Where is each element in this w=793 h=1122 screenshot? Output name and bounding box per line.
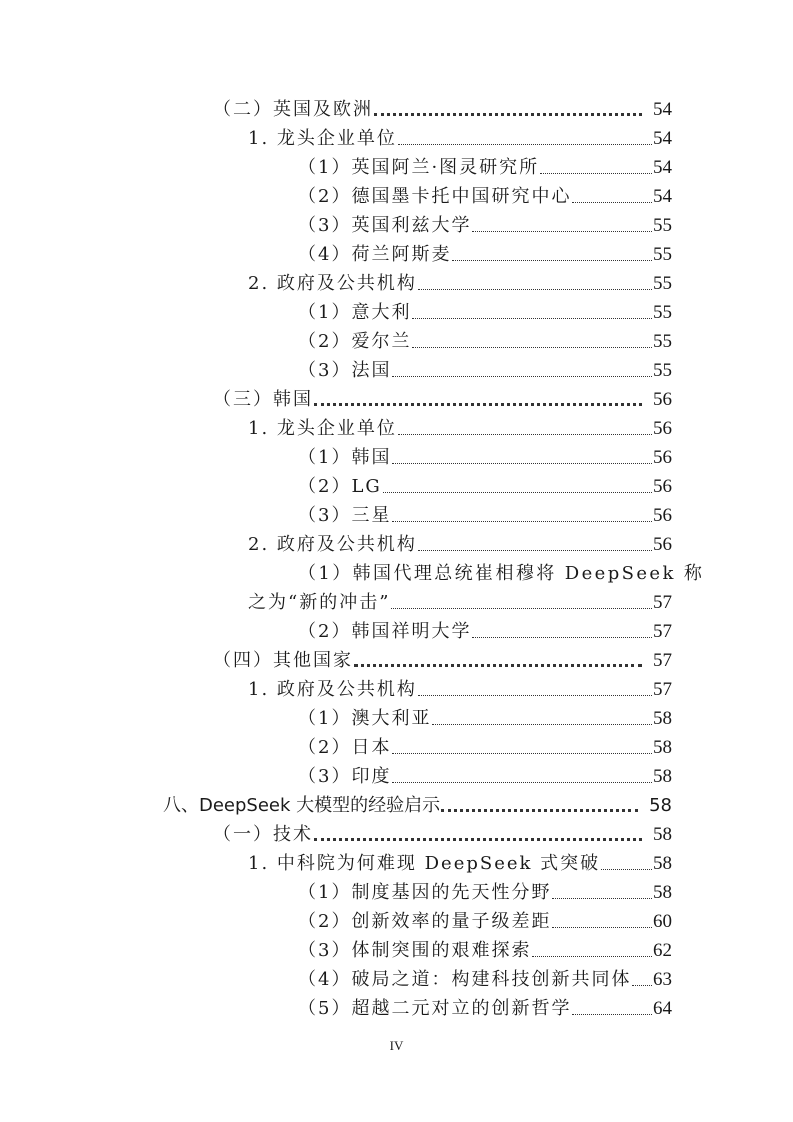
toc-entry-page: 55 [653, 302, 672, 323]
toc-entry[interactable] [298, 994, 672, 1023]
dot-leader [472, 211, 652, 240]
toc-entry[interactable] [248, 675, 672, 704]
toc-entry-page: 60 [653, 911, 672, 932]
toc-entry-page: 58 [653, 882, 672, 903]
dot-leader [391, 588, 652, 617]
toc-entry-chapter[interactable] [163, 791, 672, 820]
dot-leader [472, 617, 652, 646]
toc-entry-label: （四）其他国家 [213, 650, 353, 671]
toc-entry-label: （1）意大利 [298, 302, 412, 323]
toc-entry-label: （1）韩国代理总统崔相穆将 DeepSeek 称 [298, 563, 705, 584]
toc-entry[interactable] [298, 211, 672, 240]
toc-entry-wrapped[interactable] [298, 559, 705, 588]
toc-entry-page: 63 [653, 969, 672, 990]
toc-entry-label: （5）超越二元对立的创新哲学 [298, 998, 572, 1019]
toc-entry-page: 55 [653, 331, 672, 352]
toc-entry-page: 58 [653, 853, 672, 874]
toc-entry-page: 54 [653, 99, 672, 120]
toc-entry-page: 56 [653, 505, 672, 526]
toc-entry-page: 54 [653, 186, 672, 207]
toc-entry-page: 56 [653, 447, 672, 468]
toc-entry[interactable] [298, 298, 672, 327]
toc-entry-page: 64 [653, 998, 672, 1019]
toc-entry[interactable] [298, 762, 672, 791]
toc-entry-page: 55 [653, 244, 672, 265]
dot-leader [432, 704, 652, 733]
dot-leader [601, 849, 652, 878]
toc-entry-label: （2）德国墨卡托中国研究中心 [298, 186, 572, 207]
toc-entry-page: 58 [653, 708, 672, 729]
toc-entry-label: （1）韩国 [298, 447, 392, 468]
dot-leader [374, 95, 642, 124]
toc-entry-label: （2）创新效率的量子级差距 [298, 911, 552, 932]
toc-entry-label: 1. 政府及公共机构 [248, 679, 417, 700]
toc-entry[interactable] [213, 646, 672, 675]
toc-entry-page: 56 [653, 389, 672, 410]
toc-entry-label: （4）荷兰阿斯麦 [298, 244, 452, 265]
toc-entry-label: 1. 龙头企业单位 [248, 418, 397, 439]
toc-entry-page: 56 [653, 534, 672, 555]
page-number: IV [389, 1038, 404, 1053]
toc-entry[interactable] [298, 182, 672, 211]
dot-leader [398, 414, 652, 443]
toc-entry-label: （3）印度 [298, 766, 392, 787]
toc-entry-continuation[interactable] [248, 588, 672, 617]
toc-entry-page: 55 [653, 215, 672, 236]
toc-entry-page: 58 [653, 737, 672, 758]
toc-entry[interactable] [298, 501, 672, 530]
toc-entry-page: 55 [653, 273, 672, 294]
dot-leader [412, 327, 652, 356]
dot-leader [418, 530, 652, 559]
toc-entry-label: 2. 政府及公共机构 [248, 534, 417, 555]
toc-entry-label-continuation: 之为“新的冲击” [248, 592, 391, 613]
toc-entry[interactable] [248, 269, 672, 298]
toc-entry[interactable] [298, 733, 672, 762]
toc-entry-label: （2）韩国祥明大学 [298, 621, 472, 642]
toc-entry[interactable] [298, 965, 672, 994]
toc-entry-page: 57 [653, 592, 672, 613]
toc-entry[interactable] [298, 704, 672, 733]
dot-leader [398, 124, 652, 153]
toc-entry-label: 2. 政府及公共机构 [248, 273, 417, 294]
toc-entry-label: 1. 中科院为何难现 DeepSeek 式突破 [248, 853, 601, 874]
dot-leader [392, 356, 652, 385]
toc-entry-page: 56 [653, 418, 672, 439]
toc-entry-label: （1）英国阿兰·图灵研究所 [298, 157, 540, 178]
toc-entry-label: 1. 龙头企业单位 [248, 128, 397, 149]
dot-leader [392, 733, 652, 762]
dot-leader [552, 907, 652, 936]
toc-entry-label: （3）英国利兹大学 [298, 215, 472, 236]
toc-entry[interactable] [298, 443, 672, 472]
toc-entry-label: （3）法国 [298, 360, 392, 381]
dot-leader [354, 646, 642, 675]
toc-entry[interactable] [248, 414, 672, 443]
toc-entry[interactable] [298, 617, 672, 646]
dot-leader [314, 385, 642, 414]
toc-entry[interactable] [213, 385, 672, 414]
toc-entry-label: 八、DeepSeek 大模型的经验启示 [163, 795, 441, 816]
dot-leader [572, 182, 652, 211]
toc-entry-label: （1）制度基因的先天性分野 [298, 882, 552, 903]
dot-leader [441, 791, 638, 820]
dot-leader [540, 153, 652, 182]
toc-entry-label: （3）三星 [298, 505, 392, 526]
toc-entry[interactable] [298, 356, 672, 385]
dot-leader [632, 965, 652, 994]
toc-entry[interactable] [298, 240, 672, 269]
toc-entry[interactable] [298, 936, 672, 965]
dot-leader [552, 878, 652, 907]
toc-entry[interactable] [298, 907, 672, 936]
toc-entry-label: （1）澳大利亚 [298, 708, 432, 729]
dot-leader [392, 762, 652, 791]
toc-entry-page: 58 [649, 795, 672, 816]
toc-entry-label: （4）破局之道：构建科技创新共同体 [298, 969, 632, 990]
toc-entry-label: （2）日本 [298, 737, 392, 758]
toc-entry-page: 57 [653, 679, 672, 700]
toc-entry-page: 58 [653, 824, 672, 845]
toc-entry[interactable] [298, 878, 672, 907]
toc-entry-label: （3）体制突围的艰难探索 [298, 940, 532, 961]
dot-leader [392, 501, 652, 530]
toc-entry[interactable] [298, 472, 672, 501]
dot-leader [572, 994, 652, 1023]
dot-leader [412, 298, 652, 327]
toc-entry[interactable] [248, 124, 672, 153]
toc-entry[interactable] [248, 849, 672, 878]
dot-leader [314, 820, 642, 849]
toc-entry[interactable] [213, 95, 672, 124]
toc-entry-page: 62 [653, 940, 672, 961]
toc-entry-page: 56 [653, 476, 672, 497]
toc-entry[interactable] [298, 153, 672, 182]
dot-leader [418, 269, 652, 298]
toc-entry-page: 55 [653, 360, 672, 381]
dot-leader [392, 443, 652, 472]
toc-entry-label: （2）LG [298, 476, 382, 497]
toc-entry[interactable] [298, 327, 672, 356]
toc-entry-page: 54 [653, 128, 672, 149]
dot-leader [452, 240, 652, 269]
dot-leader [532, 936, 652, 965]
toc-entry-label: （三）韩国 [213, 389, 313, 410]
dot-leader [383, 472, 652, 501]
toc-entry-label: （2）爱尔兰 [298, 331, 412, 352]
toc-entry-page: 57 [653, 650, 672, 671]
toc-entry-label: （二）英国及欧洲 [213, 99, 373, 120]
toc-entry[interactable] [213, 820, 672, 849]
toc-entry[interactable] [248, 530, 672, 559]
toc-entry-label: （一）技术 [213, 824, 313, 845]
toc-entry-page: 54 [653, 157, 672, 178]
toc-entry-page: 57 [653, 621, 672, 642]
dot-leader [418, 675, 652, 704]
toc-entry-page: 58 [653, 766, 672, 787]
